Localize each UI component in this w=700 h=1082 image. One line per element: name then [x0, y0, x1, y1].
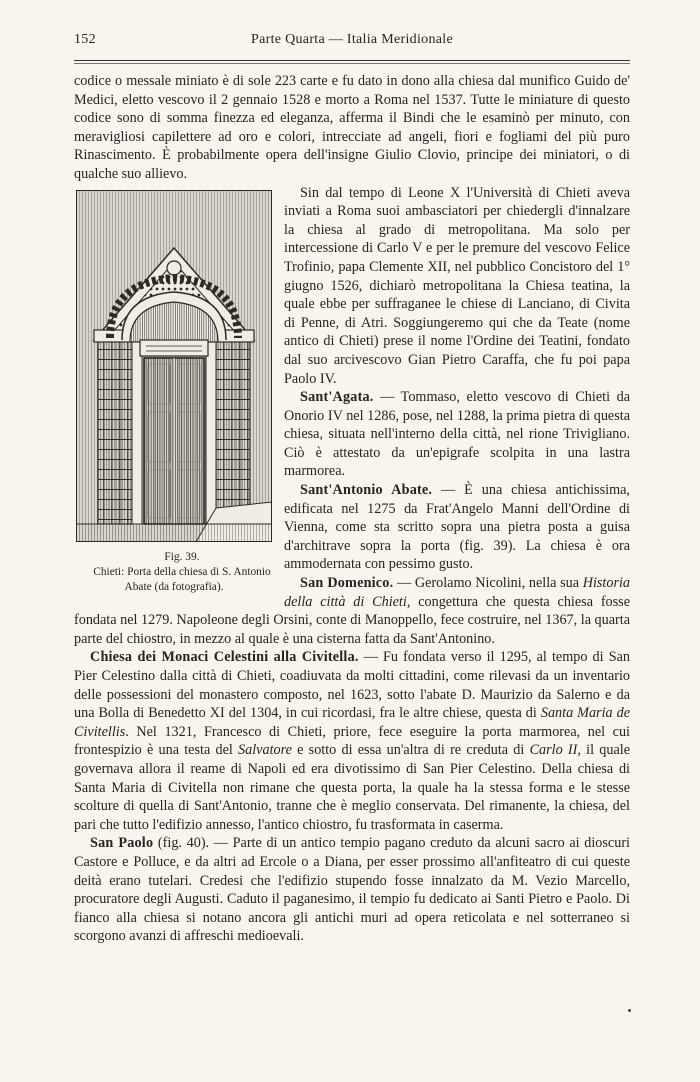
paragraph-universita-text: Sin dal tempo di Leone X l'Università di Chieti aveva inviati a Roma suoi ambasciatori per chiedergli d'innalzare la chiesa al grado di metropolitana. Ma solo per intercessione di Carlo V e per le premure del vescovo Felice Trofinio, papa Clemente XII, nel pubblico Concistoro del 1° giugno 1526, dichiarò metropolitana la Chiesa teatina, la quale ebbe per suffraganee le chiese di Lanciano, di Civita di Penne, di Atri. Soggiungeremo qui che da Teate (nome antico di Chieti) prese il nome l'Ordine dei Teatini, fondato dal suo arcivescovo Gian Pietro Caraffa, che fu poi papa Paolo IV. — [284, 184, 630, 387]
body-text — [74, 72, 630, 946]
figure-39 — [74, 188, 274, 595]
paragraph-san-paolo — [74, 834, 630, 946]
text-sant-antonio: — È una chiesa antichissima, edificata nel 1275 da Frat'Angelo Manni dell'Ordine di Vienna, come sta scritto sopra una pietra posta a guisa d'architrave sopra la porta (fig. 39). La chiesa è ora ammodernata con pessimo gusto. — [284, 482, 630, 573]
text-sant-agata: — Tommaso, eletto vescovo di Chieti da Onorio IV nel 1286, pose, nel 1288, la prima pietra di questa chiesa, situata nell'interno della città, nel rione Trivigliano. Ciò è attestato da un'epigrafe scolpita in una lastra marmorea. — [284, 389, 630, 480]
text-celestini-a: — Fu fondata verso il 1295, al tempo di San Pier Celestino dalla città di Chieti, coadiuvata da molti cittadini, come rilevasi da un inventario delle possessioni del monastero composto, nel 1623, sotto l'abate D. Maurizio da Salerno e da una Bolla di Benedetto XI del 1304, in cui ricordasi, fra le altre chiese, questa di — [74, 649, 630, 722]
text-celestini-c: e sotto di essa un'altra di re creduta di — [291, 742, 530, 759]
page-number: 152 — [74, 32, 96, 47]
heading-sant-agata: Sant'Agata. — [300, 389, 374, 406]
running-title: Parte Quarta — Italia Meridionale — [251, 32, 453, 47]
title-historia: Historia della città di Chieti — [284, 575, 631, 610]
heading-sant-antonio: Sant'Antonio Abate. — [300, 482, 433, 499]
text-san-domenico-a: — Gerolamo Nicolini, nella sua — [393, 575, 583, 592]
text-san-paolo: (fig. 40). — Parte di un antico tempio pagano creduto da alcuni sacro ai dioscuri Castore e Polluce, e da altri ad Ercole o a Diana, per esser prossimo all'anfiteatro di cui queste deità erano tutelari. Credesi che l'edifizio stupendo fosse innalzato da M. Vezio Marcello, procuratore degli Augusti. Caduto il paganesimo, il tempio fu dedicato ai Santi Pietro e Paolo. Di fianco alla chiesa si notano ancora gli antichi muri ad opera reticolata e nel sotterraneo si scorgono avanzi di affreschi medioevali. — [74, 835, 630, 945]
header-rule — [74, 60, 630, 61]
figure-caption: Chieti: Porta della chiesa di S. Antonio Abate (da fotografia). — [93, 565, 271, 593]
ink-speck — [628, 1009, 631, 1012]
header-rule-thin — [74, 63, 630, 64]
text-san-domenico-b: , congettura che questa chiesa fosse fondata nel 1279. Napoleone degli Orsini, conte di Manoppello, fece costruire, nel 1367, la quarta parte del chiostro, in mezzo al quale è una cisterna fatta da Sant'Antonino. — [74, 593, 630, 647]
heading-san-domenico: San Domenico. — [300, 575, 394, 592]
porta-engraving-illustration — [76, 190, 272, 542]
heading-celestini: Chiesa dei Monaci Celestini alla Civitella. — [90, 649, 359, 666]
figure-label: Fig. 39. — [164, 550, 200, 563]
italic-carlo: Carlo II — [529, 742, 578, 759]
text-celestini-b: . Nel 1321, Francesco di Chieti, priore, fece eseguire la porta marmorea, nel cui frontespizio è una testa del — [74, 723, 630, 759]
text-celestini-d: , il quale governava allora il reame di Napoli ed era divotissimo di San Pier Celestino. Della chiesa di Santa Maria di Civitella non rimane che questa porta, la quale ha la stessa forma e le stesse scolture di quella di Sant'Antonio, tranne che è meglio conservata. Del rimanente, la chiesa, del pari che tutto l'edifizio annesso, l'antico chiostro, fu trasformata in caserma. — [74, 742, 630, 833]
italic-salvatore: Salvatore — [238, 742, 292, 759]
heading-san-paolo: San Paolo — [90, 835, 154, 852]
paragraph-codice: codice o messale miniato è di sole 223 carte e fu dato in dono alla chiesa dal munifico Guido de' Medici, eletto vescovo il 2 gennaio 1528 e morto a Roma nel 1537. Tutte le miniature di questo codice sono di somma finezza ed eleganza, afferma il Bindi che le esaminò per minuto, con meravigliosi capilettere ad oro e colori, intrecciate ad angeli, fiori e fogliami del più puro Rinascimento. È probabilmente opera dell'insigne Giulio Clovio, principe dei miniatori, o di qualche suo allievo. — [74, 73, 630, 182]
italic-santa-maria: Santa Maria de Civitellis — [74, 705, 630, 740]
running-header — [74, 32, 630, 54]
paragraph-celestini — [74, 648, 630, 834]
